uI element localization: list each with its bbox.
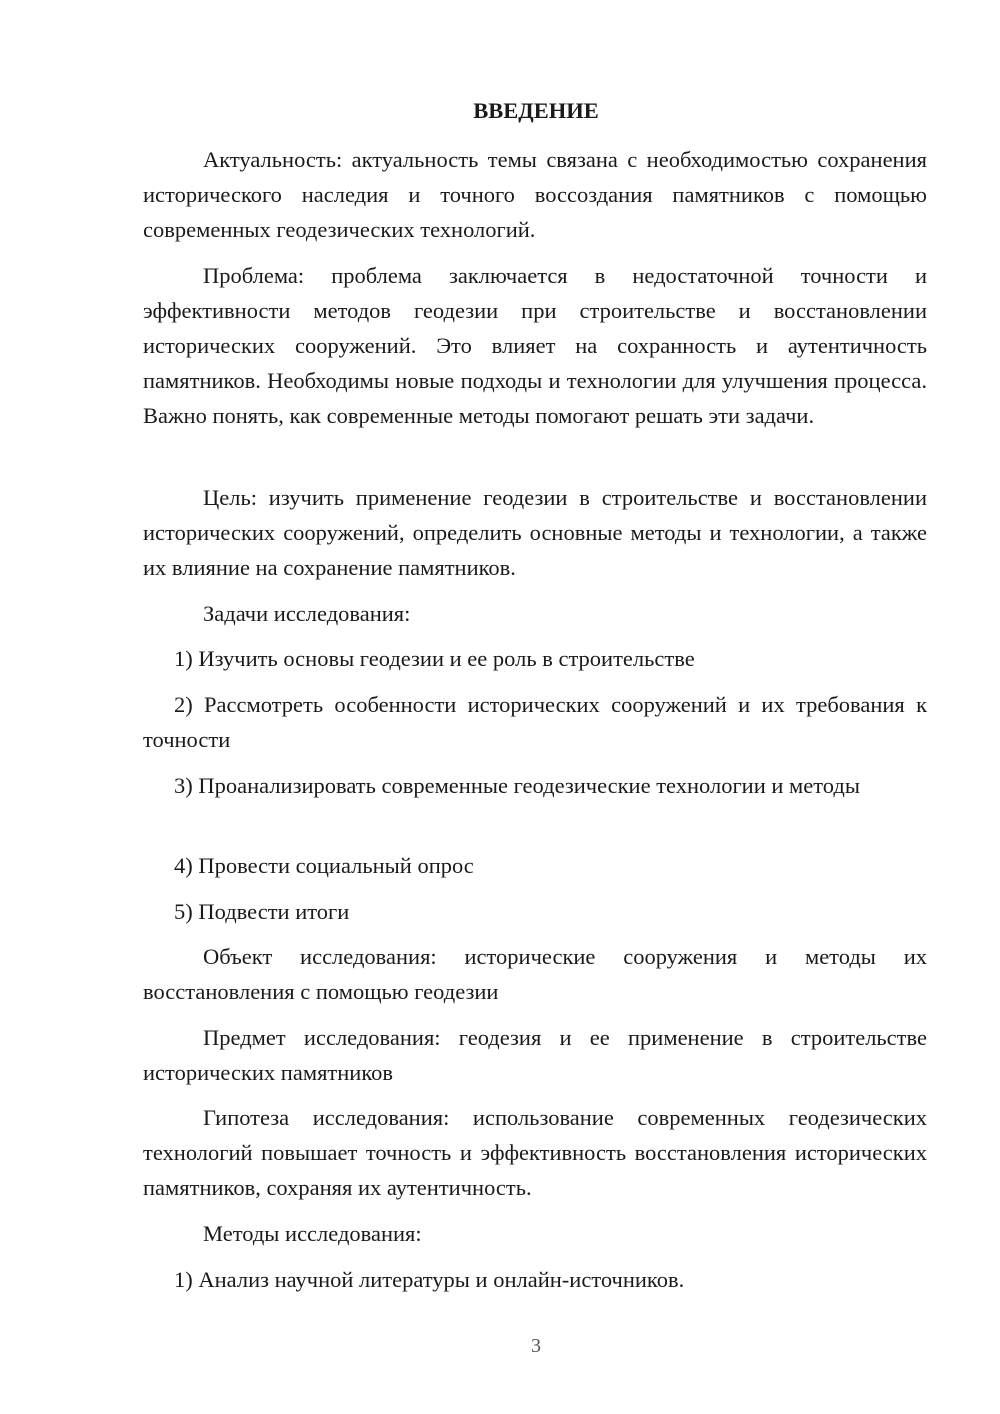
hypothesis-paragraph: Гипотеза исследования: использование современных геодезических технологий повышает точность и эффективность восстановления исторических памятников, сохраняя их аутентичность. [143, 1105, 927, 1200]
task-item-1: 1) Изучить основы геодезии и ее роль в строительстве [174, 646, 695, 671]
goal-paragraph: Цель: изучить применение геодезии в строительстве и восстановлении исторических сооружений, определить основные методы и технологии, а также их влияние на сохранение памятников. [143, 485, 927, 580]
object-paragraph: Объект исследования: исторические сооружения и методы их восстановления с помощью геодезии [143, 944, 927, 1004]
method-item-1: 1) Анализ научной литературы и онлайн-источников. [174, 1267, 685, 1292]
task-item-2: 2) Рассмотреть особенности исторических сооружений и их требования к точности [143, 692, 927, 752]
subject-paragraph: Предмет исследования: геодезия и ее применение в строительстве исторических памятников [143, 1025, 927, 1085]
problem-paragraph: Проблема: проблема заключается в недостаточной точности и эффективности методов геодезии при строительстве и восстановлении исторических сооружений. Это влияет на сохранность и аутентичность памятников. Необходимы новые подходы и технологии для улучшения процесса. Важно понять, как современные методы помогают решать эти задачи. [143, 263, 927, 428]
relevance-paragraph: Актуальность: актуальность темы связана с необходимостью сохранения исторического наследия и точного воссоздания памятников с помощью современных геодезических технологий. [143, 147, 927, 242]
task-item-5: 5) Подвести итоги [174, 899, 350, 924]
task-item-3: 3) Проанализировать современные геодезические технологии и методы [174, 773, 860, 798]
methods-title: Методы исследования: [203, 1221, 422, 1246]
section-heading: ВВЕДЕНИЕ [473, 98, 599, 123]
page-number: 3 [531, 1335, 541, 1357]
tasks-title: Задачи исследования: [203, 601, 411, 626]
task-item-4: 4) Провести социальный опрос [174, 853, 474, 878]
